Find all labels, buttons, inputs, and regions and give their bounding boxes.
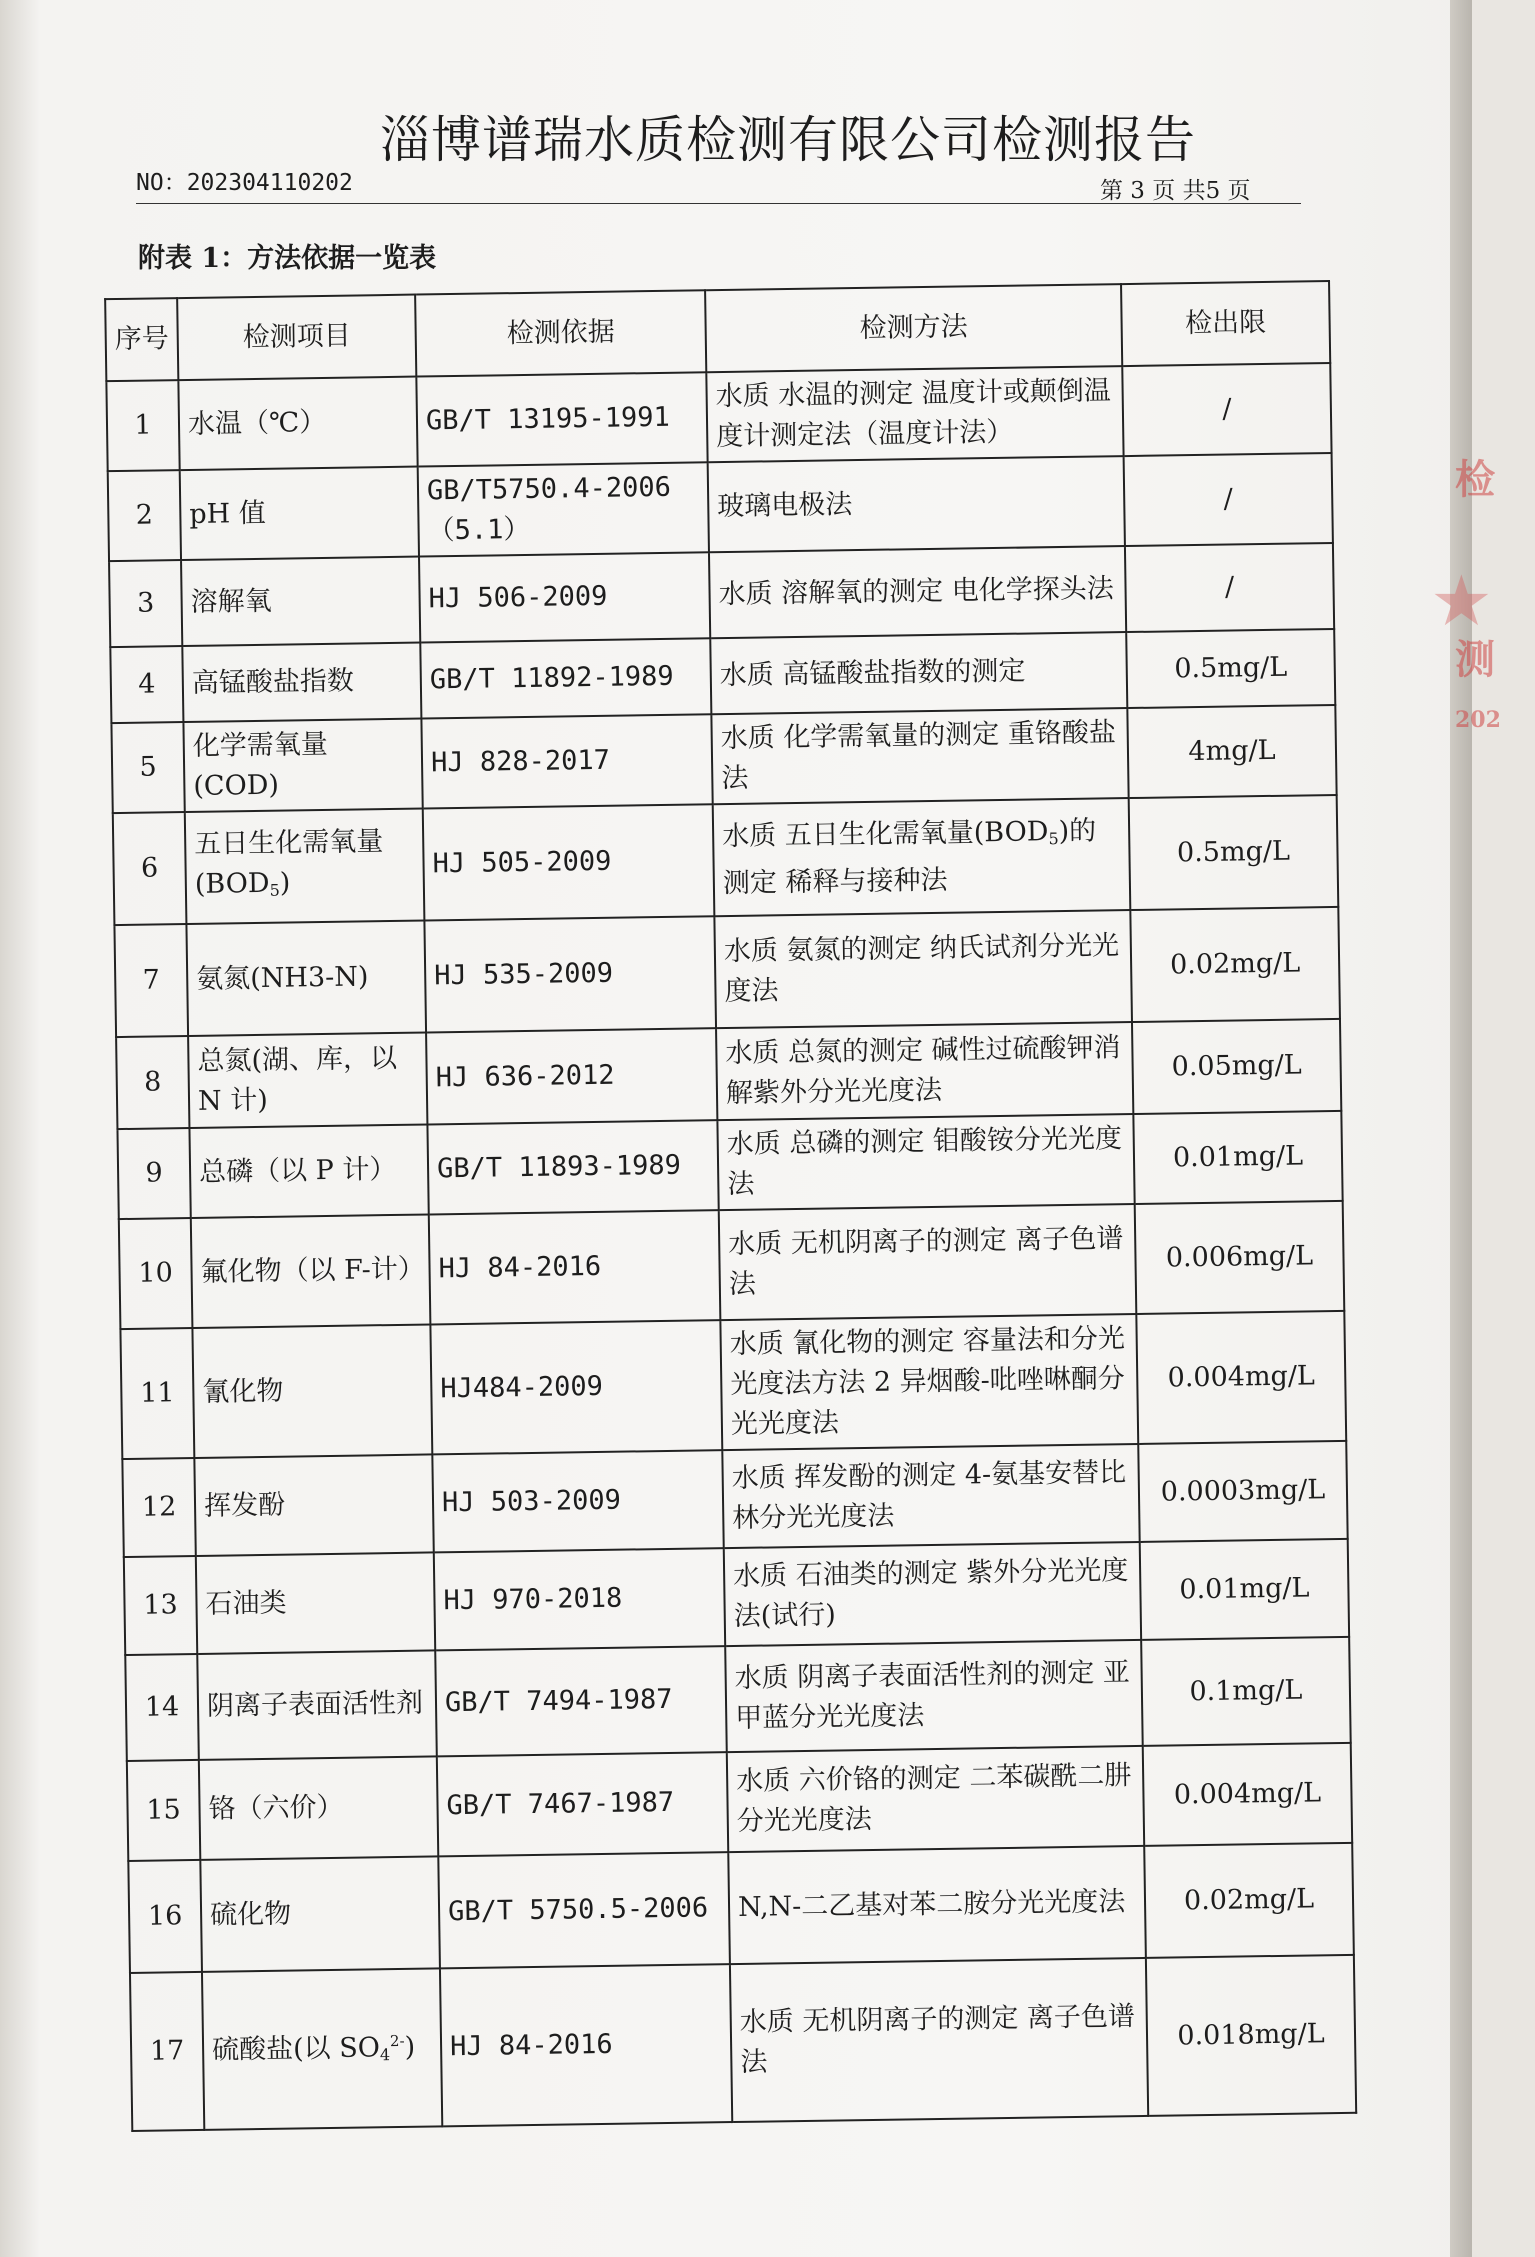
cell-item: 氰化物 xyxy=(192,1324,432,1458)
cell-limit: / xyxy=(1124,453,1333,546)
cell-basis: GB/T 11892-1989 xyxy=(420,638,711,718)
cell-no: 12 xyxy=(122,1458,195,1557)
cell-method: 水质 氨氮的测定 纳氏试剂分光光度法 xyxy=(714,910,1132,1028)
table-row xyxy=(127,1743,1352,1861)
item-text-end: ) xyxy=(279,866,291,899)
cell-limit: 0.05mg/L xyxy=(1132,1019,1341,1114)
cell-method: 水质 化学需氧量的测定 重铬酸盐法 xyxy=(711,708,1128,804)
cell-item: 挥发酚 xyxy=(194,1454,433,1556)
cell-no: 13 xyxy=(124,1556,197,1655)
cell-method: 水质 无机阴离子的测定 离子色谱法 xyxy=(719,1204,1137,1320)
cell-limit: / xyxy=(1125,543,1334,632)
cell-basis: HJ 84-2016 xyxy=(429,1210,721,1324)
cell-basis: HJ 636-2012 xyxy=(426,1028,717,1124)
cell-no: 5 xyxy=(111,722,184,813)
item-subscript: 4 xyxy=(379,2045,391,2065)
method-text: 水质 五日生化需氧量(BOD xyxy=(721,815,1049,852)
cell-method: 水质 六价铬的测定 二苯碳酰二肼分光光度法 xyxy=(727,1746,1144,1852)
cell-basis: HJ 503-2009 xyxy=(432,1450,723,1552)
table-row xyxy=(124,1539,1349,1655)
col-header-basis: 检测依据 xyxy=(415,290,706,376)
table-row xyxy=(116,1019,1341,1129)
cell-no: 15 xyxy=(127,1760,200,1861)
table-row xyxy=(130,1955,1356,2131)
cell-item: 水温（℃） xyxy=(178,377,417,471)
stamp-char: 测 xyxy=(1455,636,1495,683)
table-row xyxy=(113,795,1339,925)
cell-no: 3 xyxy=(109,560,182,647)
cell-item: 总磷（以 P 计） xyxy=(189,1124,428,1218)
cell-method: 水质 氰化物的测定 容量法和分光光度法方法 2 异烟酸-吡唑啉酮分光光度法 xyxy=(720,1314,1138,1450)
cell-basis: GB/T 7467-1987 xyxy=(437,1752,728,1856)
cell-item xyxy=(202,1968,442,2130)
col-header-method: 检测方法 xyxy=(705,284,1122,372)
cell-method: 水质 石油类的测定 紫外分光光度法(试行) xyxy=(724,1542,1141,1646)
cell-item: pH 值 xyxy=(180,467,419,561)
cell-limit: 0.5mg/L xyxy=(1126,629,1335,708)
method-text-end: )的测定 稀释与接种法 xyxy=(722,815,1097,899)
item-text-end: ) xyxy=(404,2031,416,2063)
cell-no: 11 xyxy=(120,1328,194,1459)
item-subscript: 5 xyxy=(269,880,280,900)
stamp-char: 检 xyxy=(1455,456,1495,503)
item-text: 五日生化需氧量(BOD xyxy=(194,825,384,900)
cell-limit: 0.004mg/L xyxy=(1136,1311,1346,1444)
report-title: 淄博谱瑞水质检测有限公司检测报告 xyxy=(380,111,1196,169)
cell-item: 铬（六价） xyxy=(199,1756,438,1860)
cell-basis: GB/T 13195-1991 xyxy=(416,372,707,466)
item-superscript: 2- xyxy=(389,2031,405,2051)
cell-item: 石油类 xyxy=(196,1552,435,1654)
cell-limit: 0.0003mg/L xyxy=(1138,1441,1347,1542)
cell-method: 水质 总氮的测定 碱性过硫酸钾消解紫外分光光度法 xyxy=(716,1022,1133,1120)
cell-no: 14 xyxy=(125,1654,199,1761)
col-header-item: 检测项目 xyxy=(177,295,416,381)
table-row xyxy=(128,1843,1354,1973)
cell-basis: HJ 828-2017 xyxy=(421,714,712,808)
methods-table xyxy=(104,280,1357,2132)
cell-method: 水质 高锰酸盐指数的测定 xyxy=(710,632,1127,714)
cell-item: 化学需氧量(COD) xyxy=(183,719,422,813)
stamp-code: 202 xyxy=(1455,707,1501,733)
cell-limit: 0.004mg/L xyxy=(1143,1743,1352,1846)
cell-method: 水质 溶解氧的测定 电化学探头法 xyxy=(709,546,1126,638)
cell-limit: 0.5mg/L xyxy=(1129,795,1339,910)
cell-item: 总氮(湖、库，以 N 计) xyxy=(188,1032,427,1128)
cell-limit: 0.01mg/L xyxy=(1133,1111,1342,1204)
cell-limit: 0.1mg/L xyxy=(1141,1637,1351,1746)
cell-limit: 0.006mg/L xyxy=(1135,1201,1345,1314)
cell-limit: 0.02mg/L xyxy=(1130,907,1340,1022)
cell-item: 阴离子表面活性剂 xyxy=(197,1650,437,1760)
cell-method: N,N-二乙基对苯二胺分光光度法 xyxy=(728,1846,1146,1964)
cell-no: 2 xyxy=(108,470,181,561)
cell-method: 水质 挥发酚的测定 4-氨基安替比林分光光度法 xyxy=(722,1444,1139,1548)
item-text: 硫酸盐(以 SO xyxy=(211,2032,381,2066)
cell-item: 溶解氧 xyxy=(181,557,420,647)
cell-limit: 0.018mg/L xyxy=(1146,1955,1356,2116)
cell-basis: GB/T5750.4-2006 （5.1） xyxy=(418,462,709,556)
cell-basis: HJ 505-2009 xyxy=(423,804,715,920)
cell-basis: GB/T 7494-1987 xyxy=(435,1646,727,1756)
cell-method: 水质 阴离子表面活性剂的测定 亚甲蓝分光光度法 xyxy=(725,1640,1143,1752)
cell-method: 水质 无机阴离子的测定 离子色谱法 xyxy=(730,1958,1148,2122)
cell-method: 水质 水温的测定 温度计或颠倒温度计测定法（温度计法） xyxy=(706,366,1123,462)
cell-basis: GB/T 11893-1989 xyxy=(427,1120,718,1214)
cell-item: 氟化物（以 F-计） xyxy=(191,1214,431,1328)
cell-limit: / xyxy=(1122,363,1331,456)
cell-no: 9 xyxy=(117,1128,190,1219)
cell-method: 水质 总磷的测定 钼酸铵分光光度法 xyxy=(717,1114,1134,1210)
report-number: NO：202304110202 xyxy=(136,170,353,196)
cell-no: 1 xyxy=(106,380,179,471)
table-row xyxy=(122,1441,1347,1557)
cell-limit: 4mg/L xyxy=(1127,705,1336,798)
table-row xyxy=(125,1637,1350,1761)
cell-basis: HJ 506-2009 xyxy=(419,552,710,642)
col-header-limit: 检出限 xyxy=(1121,281,1330,366)
stamp-star-icon: ★ xyxy=(1430,560,1493,642)
cell-basis: HJ484-2009 xyxy=(430,1320,722,1454)
method-subscript: 5 xyxy=(1048,828,1059,848)
col-header-no: 序号 xyxy=(105,298,178,381)
table-row xyxy=(119,1201,1344,1329)
cell-method xyxy=(713,798,1131,916)
cell-no: 8 xyxy=(116,1036,189,1129)
cell-item: 高锰酸盐指数 xyxy=(182,643,421,723)
cell-no: 16 xyxy=(128,1860,202,1973)
cell-basis: GB/T 5750.5-2006 xyxy=(438,1852,730,1968)
cell-item: 氨氮(NH3-N) xyxy=(186,921,426,1037)
cell-limit: 0.01mg/L xyxy=(1140,1539,1349,1640)
cell-no: 17 xyxy=(130,1972,204,2131)
cell-basis: HJ 970-2018 xyxy=(434,1548,725,1650)
cell-limit: 0.02mg/L xyxy=(1144,1843,1354,1958)
page-count: 第 3 页 共5 页 xyxy=(1100,178,1251,204)
cell-method: 玻璃电极法 xyxy=(708,456,1125,552)
table-row xyxy=(120,1311,1346,1459)
cell-no: 7 xyxy=(114,924,188,1037)
cell-item xyxy=(185,809,425,925)
header-rule xyxy=(136,203,1301,204)
appendix-title: 附表 1：方法依据一览表 xyxy=(138,243,437,274)
cell-no: 6 xyxy=(113,812,187,925)
cell-no: 10 xyxy=(119,1218,193,1329)
cell-basis: HJ 84-2016 xyxy=(440,1964,732,2126)
table-row xyxy=(114,907,1340,1037)
cell-item: 硫化物 xyxy=(200,1856,440,1972)
page-edge xyxy=(1450,0,1472,2257)
cell-no: 4 xyxy=(110,646,183,723)
cell-basis: HJ 535-2009 xyxy=(424,916,716,1032)
